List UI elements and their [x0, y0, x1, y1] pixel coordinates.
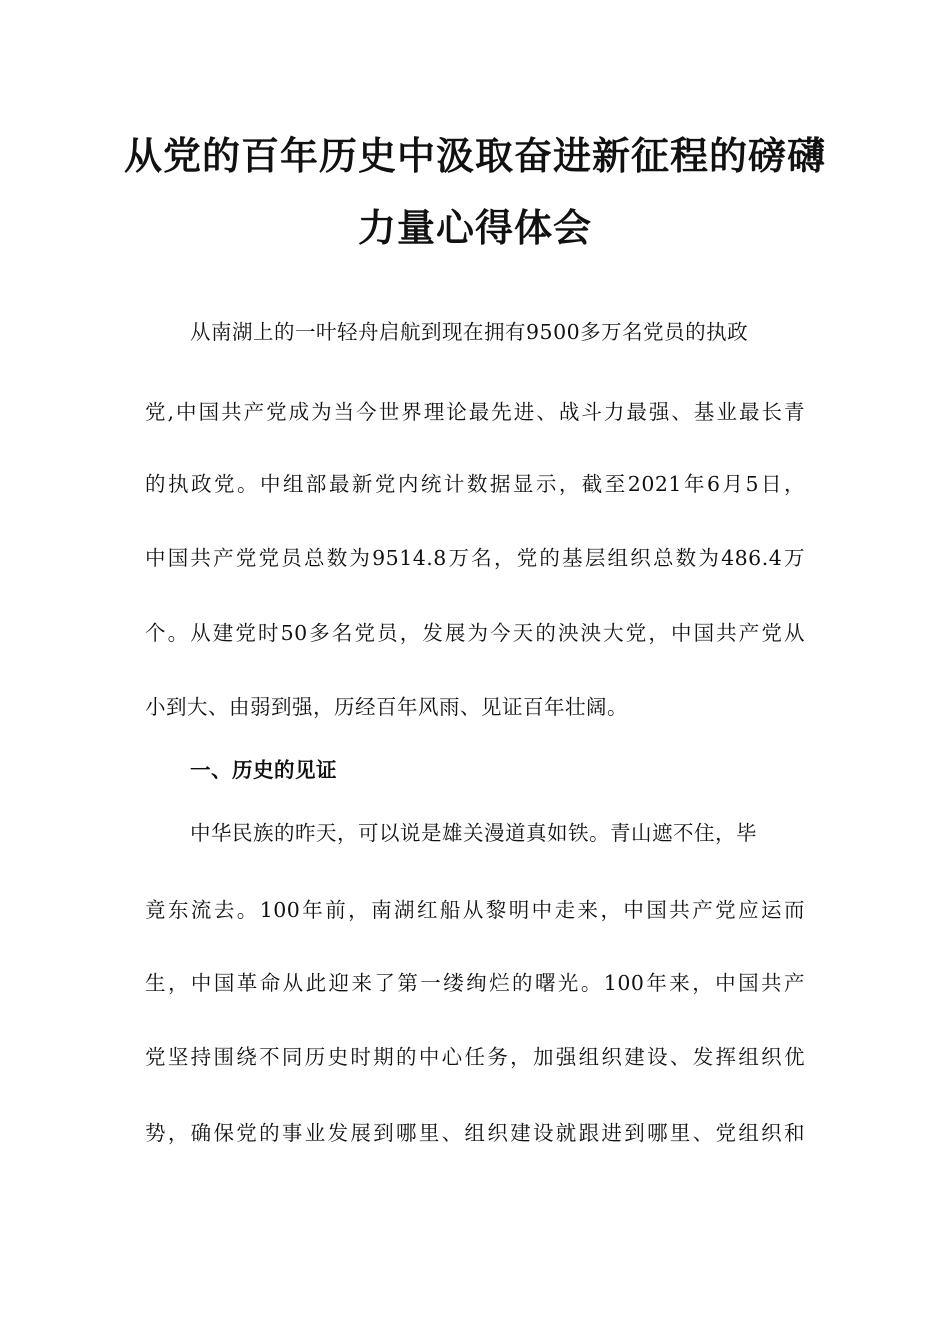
paragraph-1-line-6: 小到大、由弱到强，历经百年风雨、见证百年壮阔。	[145, 695, 628, 719]
paragraph-1-line-1: 从南湖上的一叶轻舟启航到现在拥有9500多万名党员的执政	[190, 320, 749, 344]
paragraph-1-line-4: 中国共产党党员总数为9514.8万名，党的基层组织总数为486.4万	[145, 546, 805, 570]
paragraph-1-line-5: 个。从建党时50多名党员，发展为今天的泱泱大党，中国共产党从	[145, 621, 805, 645]
paragraph-2-line-4: 党坚持围绕不同历史时期的中心任务，加强组织建设、发挥组织优	[145, 1045, 805, 1069]
paragraph-2-line-5: 势，确保党的事业发展到哪里、组织建设就跟进到哪里、党组织和	[145, 1121, 805, 1145]
section-heading-history: 一、历史的见证	[190, 758, 337, 782]
paragraph-1-line-3: 的执政党。中组部最新党内统计数据显示，截至2021年6月5日，	[145, 472, 805, 496]
paragraph-2-line-2: 竟东流去。100年前，南湖红船从黎明中走来，中国共产党应运而	[145, 898, 805, 922]
document-title-line-1: 从党的百年历史中汲取奋进新征程的磅礴	[123, 133, 826, 178]
document-title-line-2: 力量心得体会	[357, 205, 592, 250]
paragraph-2-line-1: 中华民族的昨天，可以说是雄关漫道真如铁。青山遮不住，毕	[190, 821, 757, 845]
paragraph-2-line-3: 生，中国革命从此迎来了第一缕绚烂的曙光。100年来，中国共产	[145, 971, 805, 995]
paragraph-1-line-2: 党,中国共产党成为当今世界理论最先进、战斗力最强、基业最长青	[145, 400, 805, 424]
